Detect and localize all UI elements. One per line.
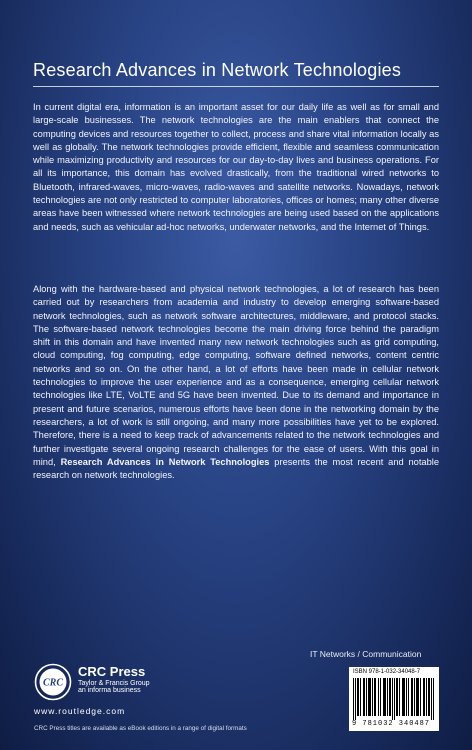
- description-paragraph-2: [33, 283, 439, 482]
- publisher-website: www.routledge.com: [34, 706, 126, 716]
- publisher-group: Taylor & Francis Group: [78, 680, 150, 687]
- title-divider: [33, 86, 439, 87]
- publisher-business: an informa business: [78, 687, 141, 694]
- isbn-label: ISBN 978-1-032-34048-7: [353, 669, 421, 675]
- paragraph-2-text: Along with the hardware-based and physical network technologies, a lot of research has been carried out by researchers from academia and industry to develop emerging software-based network technologies, such as network software architectures, middleware, and protocol stacks. The software-based network technologies become the main driving force behind the paradigm shift in this domain and have invented many new network technologies such as grid computing, cloud computing, fog computing, edge computing, software defined networks, content centric networks and so on. On the other hand, a lot of efforts have been made in cellular network technologies to improve the user experience and as a consequence, emerging cellular network technologies like LTE, VoLTE and 5G have been invented. Due to its demand and importance in present and future scenarios, numerous efforts have been done in the networking domain by the researchers, a lot of work is still ongoing, and many more possibilities have yet to be explored. Therefore, there is a need to keep track of advancements related to the network technologies and further investigate several ongoing research challenges for the ease of users. With this goal in mind,: [33, 284, 439, 467]
- ebook-note: CRC Press titles are available as eBook editions in a range of digital formats: [34, 725, 247, 732]
- publisher-name: CRC Press: [78, 664, 146, 679]
- subject-category: IT Networks / Communication: [310, 649, 422, 659]
- crc-press-logo-icon: [34, 663, 72, 701]
- paragraph-2-bold-title: Research Advances in Network Technologies: [60, 456, 270, 467]
- barcode-panel: [349, 667, 439, 731]
- logo-text: CRC: [42, 677, 64, 689]
- book-title: Research Advances in Network Technologies: [33, 60, 402, 80]
- description-paragraph-1: In current digital era, information is an important asset for our daily life as well as for small and large-scale businesses. The network technologies are the main enablers that connect the computing devices and resources together to collect, process and share vital information locally as well as globally. The network technologies provide efficient, flexible and seamless communication while maximizing productivity and resources for our day-to-day lives and business operations. For all its importance, this domain has evolved drastically, from the traditional wired networks to Bluetooth, infrared-waves, micro-waves, radio-waves and satellite networks. Nowadays, network technologies are not only restricted to computer laboratories, offices or homes; many other diverse areas have been witnessed where network technologies are being used based on the applications and needs, such as vehicular ad-hoc networks, underwater networks, and the Internet of Things.: [33, 102, 439, 232]
- barcode-icon: [353, 678, 435, 720]
- paragraph-2-ending: presents the most recent and notable research on network technologies.: [33, 456, 440, 481]
- barcode-number: 9 781032 340487: [352, 720, 431, 728]
- publisher-info: [78, 664, 150, 694]
